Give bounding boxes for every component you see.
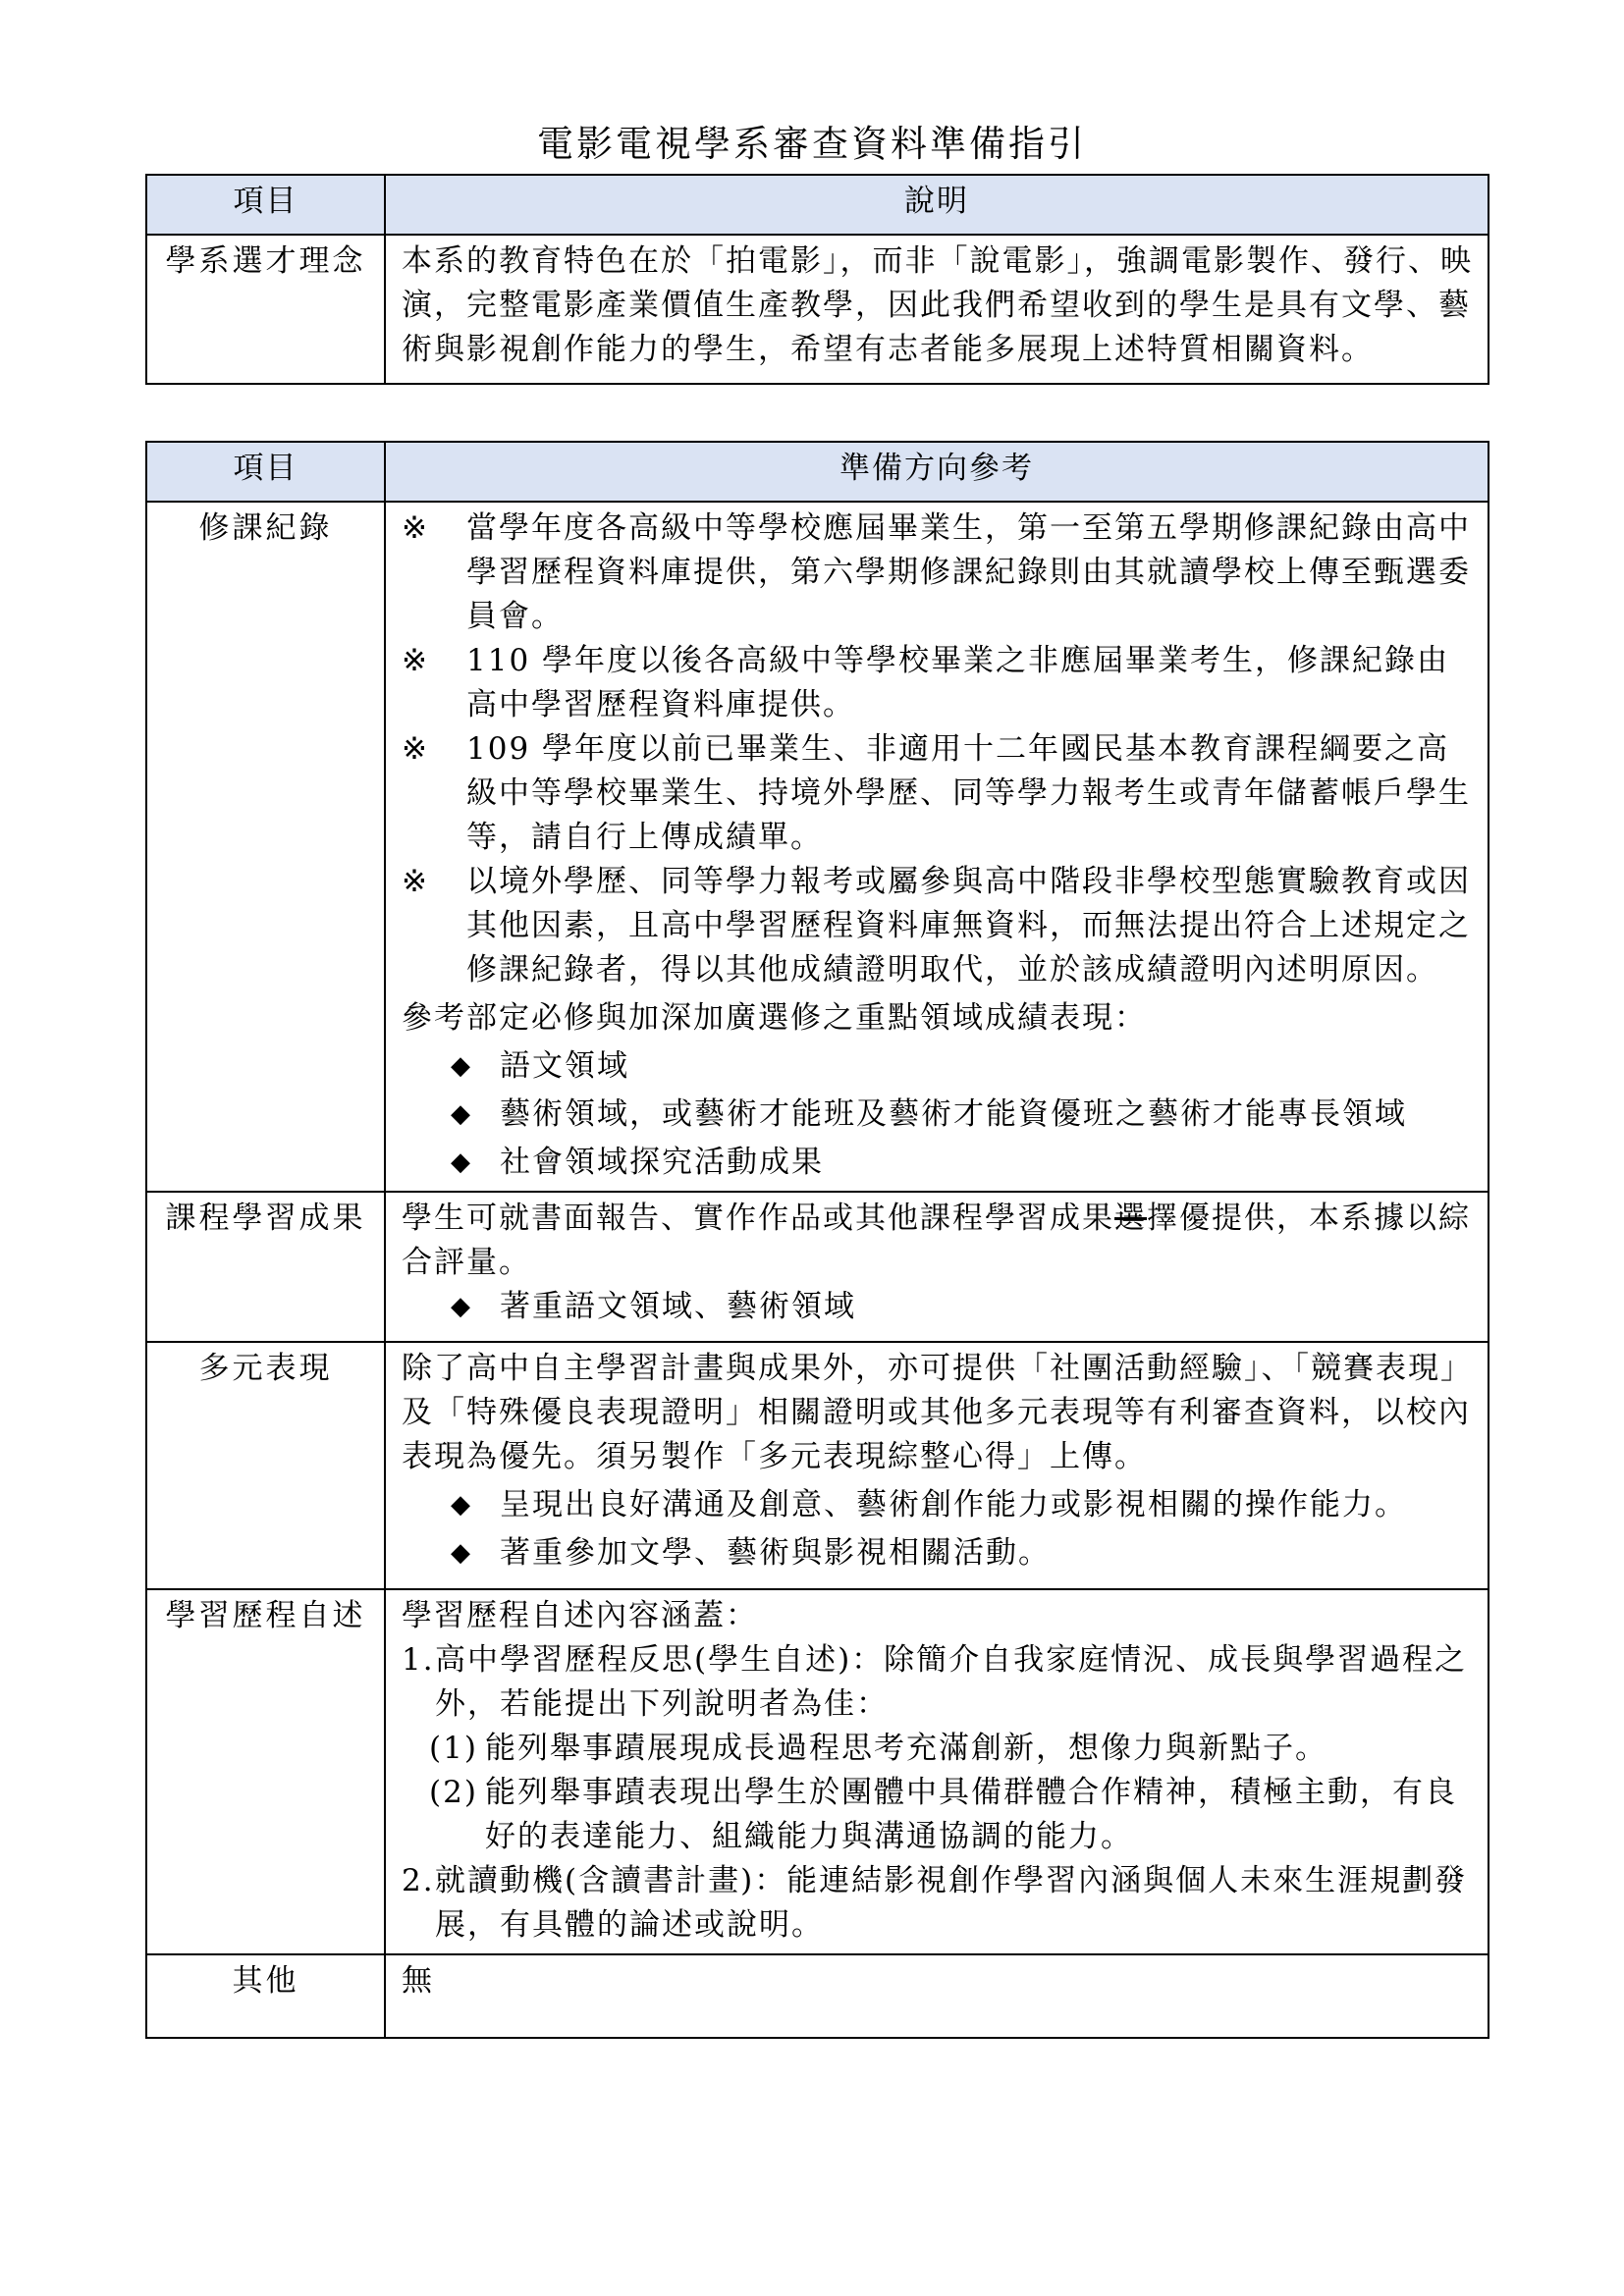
reference-intro: 參考部定必修與加深加廣選修之重點領域成績表現：	[402, 1000, 1147, 1036]
note-item: ※ 以境外學歷、同等學力報考或屬參與高中階段非學校型態實驗教育或因其他因素，且高中學習歷程資料庫無資料，而無法提出符合上述規定之修課紀錄者，得以其他成績證明取代，並於該成績證明內述明原因。	[402, 860, 1480, 992]
results-text: 學生可就書面報告、實作作品或其他課程學習成果選擇優提供，本系據以綜合評量。	[402, 1201, 1471, 1280]
row-label-courses: 修課紀錄	[146, 502, 385, 1192]
table-row	[146, 1589, 1489, 1954]
table-header-row	[146, 442, 1489, 502]
reference-mark-icon: ※	[402, 643, 429, 678]
diamond-bullet-icon: ◆	[451, 1099, 472, 1129]
self-cell	[385, 1589, 1489, 1954]
selection-concept-table	[145, 174, 1489, 385]
bullet-item: ◆ 社會領域探究活動成果	[402, 1141, 1480, 1185]
note-item: ※ 110 學年度以後各高級中等學校畢業之非應屆畢業考生，修課紀錄由高中學習歷程資料庫提供。	[402, 639, 1480, 727]
row-label-self: 學習歷程自述	[146, 1589, 385, 1954]
courses-cell	[385, 502, 1489, 1192]
diamond-bullet-icon: ◆	[451, 1148, 472, 1177]
page-title: 電影電視學系審查資料準備指引	[537, 123, 1087, 165]
bullet-item: ◆ 著重語文領域、藝術領域	[402, 1285, 1480, 1329]
header-item: 項目	[146, 175, 385, 235]
row-label-other: 其他	[146, 1954, 385, 2038]
diamond-bullet-icon: ◆	[451, 1490, 472, 1520]
row-label-results: 課程學習成果	[146, 1192, 385, 1342]
sub-item: (2) 能列舉事蹟表現出學生於團體中具備群體合作精神，積極主動，有良好的表達能力、組織能力與溝通協調的能力。	[429, 1775, 1457, 1854]
bullet-item: ◆ 著重參加文學、藝術與影視相關活動。	[402, 1531, 1480, 1575]
bullet-item: ◆ 呈現出良好溝通及創意、藝術創作能力或影視相關的操作能力。	[402, 1483, 1480, 1527]
bullet-item: ◆ 語文領域	[402, 1044, 1480, 1089]
diamond-bullet-icon: ◆	[451, 1538, 472, 1568]
reference-mark-icon: ※	[402, 864, 429, 899]
concept-cell	[385, 235, 1489, 384]
row-label-concept: 學系選才理念	[146, 235, 385, 384]
diamond-bullet-icon: ◆	[451, 1051, 472, 1081]
diamond-bullet-icon: ◆	[451, 1292, 472, 1321]
table-row	[146, 235, 1489, 384]
note-item: ※ 109 學年度以前已畢業生、非適用十二年國民基本教育課程綱要之高級中等學校畢業生、持境外學歷、同等學力報考生或青年儲蓄帳戶學生等，請自行上傳成績單。	[402, 727, 1480, 860]
results-cell	[385, 1192, 1489, 1342]
table-header-row	[146, 175, 1489, 235]
multi-cell	[385, 1342, 1489, 1589]
struck-text: 選	[1114, 1201, 1147, 1236]
numbered-item: 1. 高中學習歷程反思(學生自述)：除簡介自我家庭情況、成長與學習過程之外，若能提出下列說明者為佳：	[402, 1642, 1468, 1722]
multi-text: 除了高中自主學習計畫與成果外，亦可提供「社團活動經驗」、「競賽表現」及「特殊優良表現證明」相關證明或其他多元表現等有利審查資料，以校內表現為優先。須另製作「多元表現綜整心得」上傳。	[402, 1351, 1473, 1474]
table-row	[146, 1342, 1489, 1589]
header-reference: 準備方向參考	[385, 442, 1489, 502]
self-intro: 學習歷程自述內容涵蓋：	[402, 1598, 758, 1633]
table-row	[146, 1954, 1489, 2038]
sub-item: (1) 能列舉事蹟展現成長過程思考充滿創新，想像力與新點子。	[429, 1731, 1327, 1766]
note-item: ※ 當學年度各高級中等學校應屆畢業生，第一至第五學期修課紀錄由高中學習歷程資料庫提供，第六學期修課紀錄則由其就讀學校上傳至甄選委員會。	[402, 507, 1480, 639]
concept-text: 本系的教育特色在於「拍電影」，而非「說電影」，強調電影製作、發行、映演，完整電影產業價值生產教學，因此我們希望收到的學生是具有文學、藝術與影視創作能力的學生，希望有志者能多展現上述特質相關資料。	[402, 243, 1473, 367]
row-label-multi: 多元表現	[146, 1342, 385, 1589]
bullet-item: ◆ 藝術領域，或藝術才能班及藝術才能資優班之藝術才能專長領域	[402, 1093, 1480, 1137]
other-value: 無	[402, 1963, 434, 1999]
header-item: 項目	[146, 442, 385, 502]
reference-mark-icon: ※	[402, 731, 429, 767]
preparation-guide-table	[145, 441, 1489, 2039]
table-row	[146, 1192, 1489, 1342]
reference-mark-icon: ※	[402, 510, 429, 546]
other-cell	[385, 1954, 1489, 2038]
header-description: 說明	[385, 175, 1489, 235]
numbered-item: 2. 就讀動機(含讀書計畫)：能連結影視創作學習內涵與個人未來生涯規劃發展，有具體的論述或說明。	[402, 1863, 1468, 1943]
table-row	[146, 502, 1489, 1192]
